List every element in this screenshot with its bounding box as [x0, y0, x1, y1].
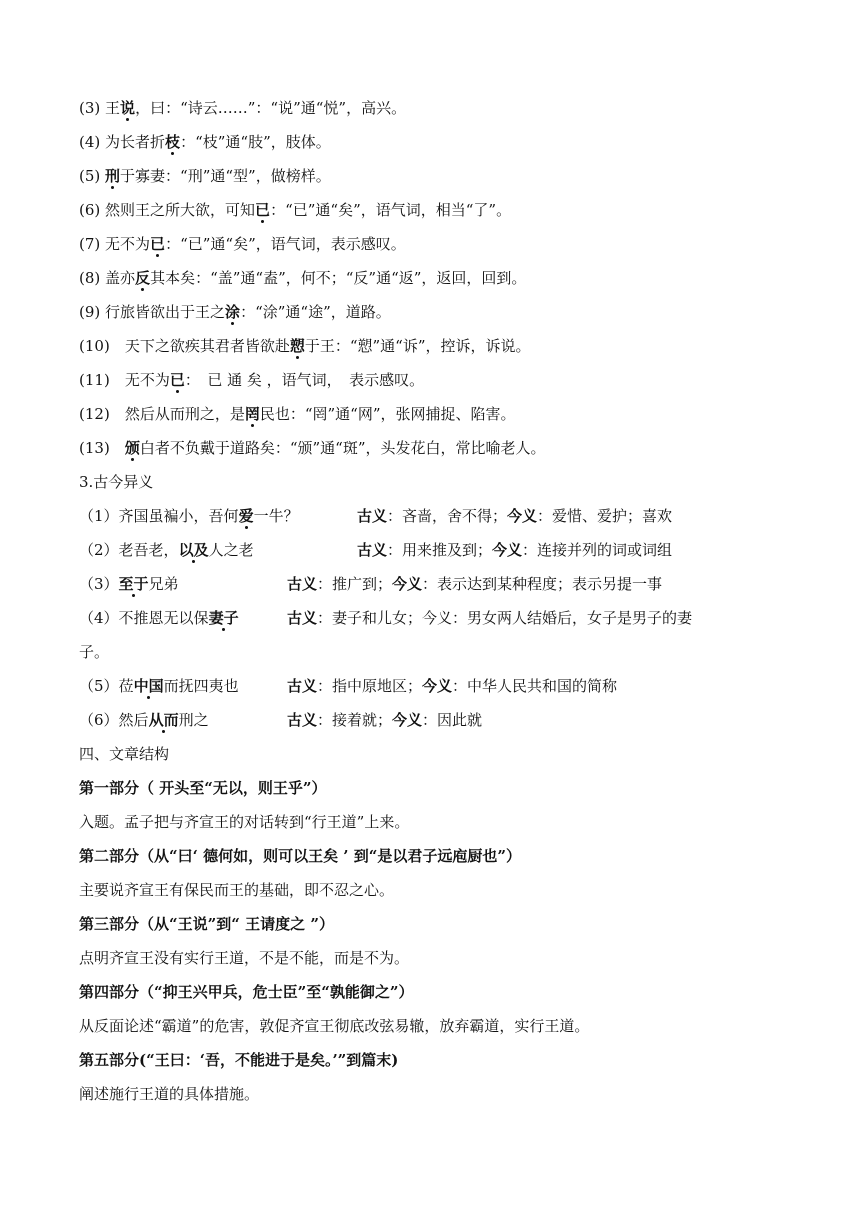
part-description: 入题。孟子把与齐宣王的对话转到“行王道”上来。 [79, 813, 410, 831]
part-description: 点明齐宣王没有实行王道，不是不能，而是不为。 [79, 949, 410, 967]
list-item: （4）不推恩无以保妻子 古义：妻子和儿女；今义：男女两人结婚后，女子是男子的妻 子。 [79, 609, 693, 661]
list-item: （2）老吾老，以及人之老 古义：用来推及到；今义：连接并列的词或词组 [79, 541, 673, 559]
part-description: 阐述施行王道的具体措施。 [79, 1085, 260, 1103]
list-item: (10) 天下之欲疾其君者皆欲赴愬于王：“愬”通“诉”，控诉，诉说。 [79, 337, 531, 355]
list-item: （1）齐国虽褊小，吾何爱一牛？ 古义：吝啬，舍不得；今义：爱惜、爱护；喜欢 [79, 507, 673, 525]
list-item: (4) 为长者折枝：“枝”通“肢”，肢体。 [79, 133, 331, 151]
list-item: （6）然后从而刑之 古义：接着就；今义：因此就 [79, 711, 483, 729]
list-item: (12) 然后从而刑之，是罔民也：“罔”通“网”，张网捕捉、陷害。 [79, 405, 516, 423]
structure-list [79, 778, 779, 1118]
list-item: (11) 无不为已： 已 通 矣 ，语气词， 表示感叹。 [79, 371, 425, 389]
part-title: 第三部分（从“王说”到“ 王请度之 ”） [79, 915, 334, 933]
section-heading-gujin: 3.古今异义 [79, 473, 154, 491]
list-item: （3）至于兄弟 古义：推广到；今义：表示达到某种程度；表示另提一事 [79, 575, 663, 593]
list-item: (8) 盖亦反其本矣：“盖”通“盍”，何不；“反”通“返”，返回，回到。 [79, 269, 527, 287]
list-item: （5）莅中国而抚四夷也 古义：指中原地区；今义：中华人民共和国的简称 [79, 677, 618, 695]
part-title: 第一部分（ 开头至“无以，则王乎”） [79, 779, 327, 797]
part-title: 第五部分(“王曰：‘吾，不能进于是矣。’”到篇末) [79, 1051, 399, 1069]
list-item: (9) 行旅皆欲出于王之涂：“涂”通“途”，道路。 [79, 303, 391, 321]
list-item: (13) 颁白者不负戴于道路矣：“颁”通“斑”，头发花白，常比喻老人。 [79, 439, 546, 457]
part-title: 第四部分（“抑王兴甲兵，危士臣”至“孰能御之”） [79, 983, 414, 1001]
part-title: 第二部分（从“曰‘ 德何如，则可以王矣 ’ 到“是以君子远庖厨也”） [79, 847, 521, 865]
part-description: 从反面论述“霸道”的危害，敦促齐宣王彻底改弦易辙，放弃霸道，实行王道。 [79, 1017, 590, 1035]
document-page [79, 98, 779, 1118]
list-item: (7) 无不为已：“已”通“矣”，语气词，表示感叹。 [79, 235, 406, 253]
section-heading-structure: 四、文章结构 [79, 745, 170, 763]
list-item: (5) 刑于寡妻：“刑”通“型”，做榜样。 [79, 167, 331, 185]
part-description: 主要说齐宣王有保民而王的基础，即不忍之心。 [79, 881, 395, 899]
list-item: (6) 然则王之所大欲，可知已：“已”通“矣”，语气词，相当“了”。 [79, 201, 512, 219]
tongjia-list [79, 98, 779, 472]
gujin-list [79, 506, 779, 744]
list-item: (3) 王说，曰：“诗云……”：“说”通“悦”，高兴。 [79, 99, 407, 117]
